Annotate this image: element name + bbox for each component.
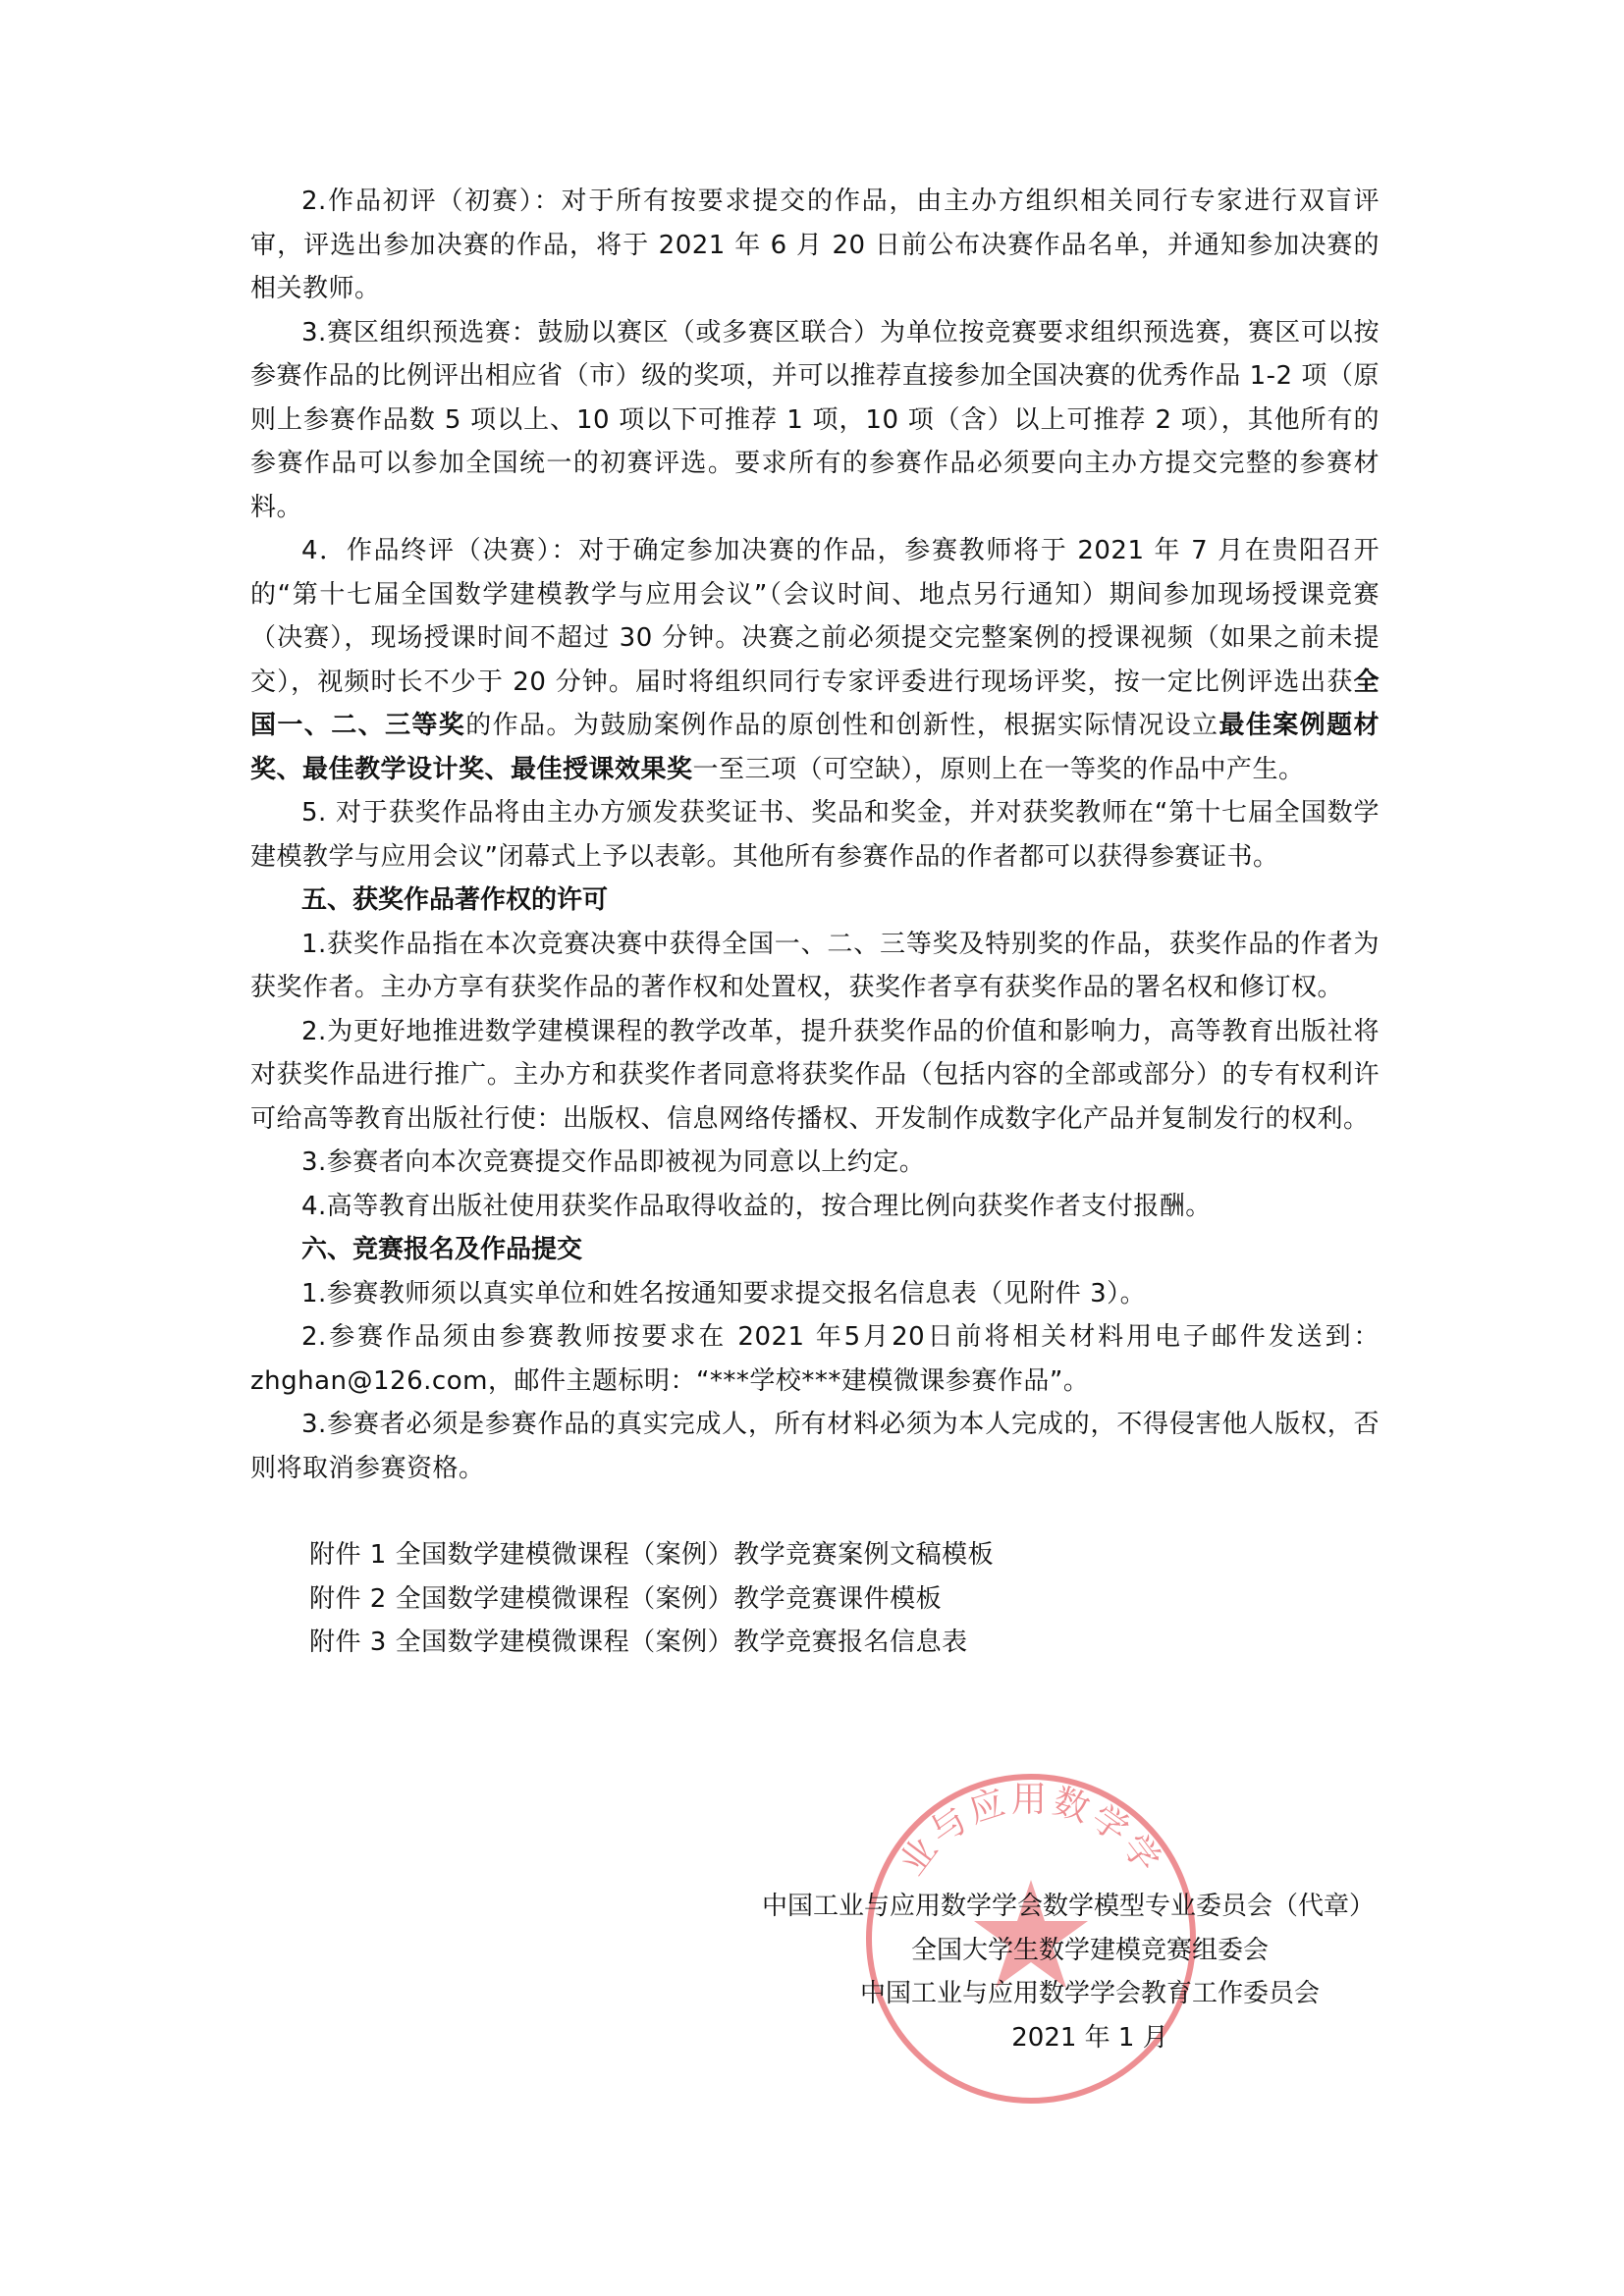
attachment-3: 附件 3 全国数学建模微课程（案例）教学竞赛报名信息表: [309, 1628, 968, 1657]
signature-org-education-committee: 中国工业与应用数学学会教育工作委员会: [859, 1979, 1320, 2008]
best-awards-bold: 最佳案例题材奖、最佳教学设计奖、最佳授课效果奖: [250, 711, 1380, 784]
paragraph-copyright-2: 2.为更好地推进数学建模课程的教学改革，提升获奖作品的价值和影响力，高等教育出版社将对获奖作品进行推广。主办方和获奖作者同意将获奖作品（包括内容的全部或部分）的专有权利许可给高等教育出版社行使：出版权、信息网络传播权、开发制作成数字化产品并复制发行的权利。: [250, 1016, 1380, 1134]
paragraph-preliminary-review: 2.作品初评（初赛）：对于所有按要求提交的作品，由主办方组织相关同行专家进行双盲评审，评选出参加决赛的作品，将于 2021 年 6 月 20 日前公布决赛作品名单，并通知参加决赛的相关教师。: [250, 187, 1380, 303]
paragraph-registration-1: 1.参赛教师须以真实单位和姓名按通知要求提交报名信息表（见附件 3）。: [301, 1278, 1147, 1308]
national-prizes-bold: 全国一、二、三等奖: [250, 667, 1380, 740]
paragraph-registration-3: 3.参赛者必须是参赛作品的真实完成人，所有材料必须为本人完成的，不得侵害他人版权，否则将取消参赛资格。: [250, 1410, 1380, 1483]
paragraph-copyright-3: 3.参赛者向本次竞赛提交作品即被视为同意以上约定。: [301, 1148, 926, 1177]
svg-text:业与应用数学学: [893, 1780, 1170, 1883]
section-heading-copyright: 五、获奖作品著作权的许可: [301, 885, 609, 915]
blank-line: [250, 1490, 1380, 1533]
paragraph-award-certificates: 5. 对于获奖作品将由主办方颁发获奖证书、奖品和奖金，并对获奖教师在“第十七届全国数学建模教学与应用会议”闭幕式上予以表彰。其他所有参赛作品的作者都可以获得参赛证书。: [250, 798, 1380, 872]
document-body: [250, 180, 1380, 1665]
signature-date: 2021 年 1 月: [1011, 2022, 1168, 2053]
signature-block: [687, 1885, 1375, 2059]
paragraph-copyright-1: 1.获奖作品指在本次竞赛决赛中获得全国一、二、三等奖及特别奖的作品，获奖作品的作者为获奖作者。主办方享有获奖作品的著作权和处置权，获奖作者享有获奖作品的署名权和修订权。: [250, 929, 1380, 1002]
signature-org-contest-committee: 全国大学生数学建模竞赛组委会: [910, 1935, 1269, 1965]
paragraph-registration-2: 2.参赛作品须由参赛教师按要求在 2021 年5月20日前将相关材料用电子邮件发送到：zhghan@126.com，邮件主题标明：“***学校***建模微课参赛作品”。: [250, 1322, 1380, 1396]
paragraph-final-review: [250, 529, 1380, 791]
paragraph-regional-preselection: 3.赛区组织预选赛：鼓励以赛区（或多赛区联合）为单位按竞赛要求组织预选赛，赛区可以按参赛作品的比例评出相应省（市）级的奖项，并可以推荐直接参加全国决赛的优秀作品 1-2 项（原则上参赛作品数 5 项以上、10 项以下可推荐 1 项，10 项（含）以上可推荐 2 项），其他所有的参赛作品可以参加全国统一的初赛评选。要求所有的参赛作品必须要向主办方提交完整的参赛材料。: [250, 317, 1380, 522]
attachment-2: 附件 2 全国数学建模微课程（案例）教学竞赛课件模板: [309, 1583, 943, 1614]
seal-text: 业与应用数学学: [892, 1780, 1170, 1884]
signature-org-modeling-committee: 中国工业与应用数学学会数学模型专业委员会（代章）: [761, 1892, 1375, 1921]
section-heading-registration: 六、竞赛报名及作品提交: [301, 1235, 583, 1264]
paragraph-copyright-4: 4.高等教育出版社使用获奖作品取得收益的，按合理比例向获奖作者支付报酬。: [301, 1191, 1212, 1221]
attachment-1: 附件 1 全国数学建模微课程（案例）教学竞赛案例文稿模板: [309, 1540, 995, 1570]
final-review-text-a: 4．作品终评（决赛）：对于确定参加决赛的作品，参赛教师将于 2021 年 7 月在贵阳召开的“第十七届全国数学建模教学与应用会议”（会议时间、地点另行通知）期间参加现场授课竞赛（决赛），现场授课时间不超过 30 分钟。决赛之前必须提交完整案例的授课视频（如果之前未提交），视频时长不少于 20 分钟。届时将组织同行专家评委进行现场评奖，按一定比例评选出获: [250, 536, 1380, 697]
final-review-text-c: 的作品。为鼓励案例作品的原创性和创新性，根据实际情况设立: [465, 711, 1219, 740]
final-review-text-e: 一至三项（可空缺），原则上在一等奖的作品中产生。: [692, 754, 1305, 784]
